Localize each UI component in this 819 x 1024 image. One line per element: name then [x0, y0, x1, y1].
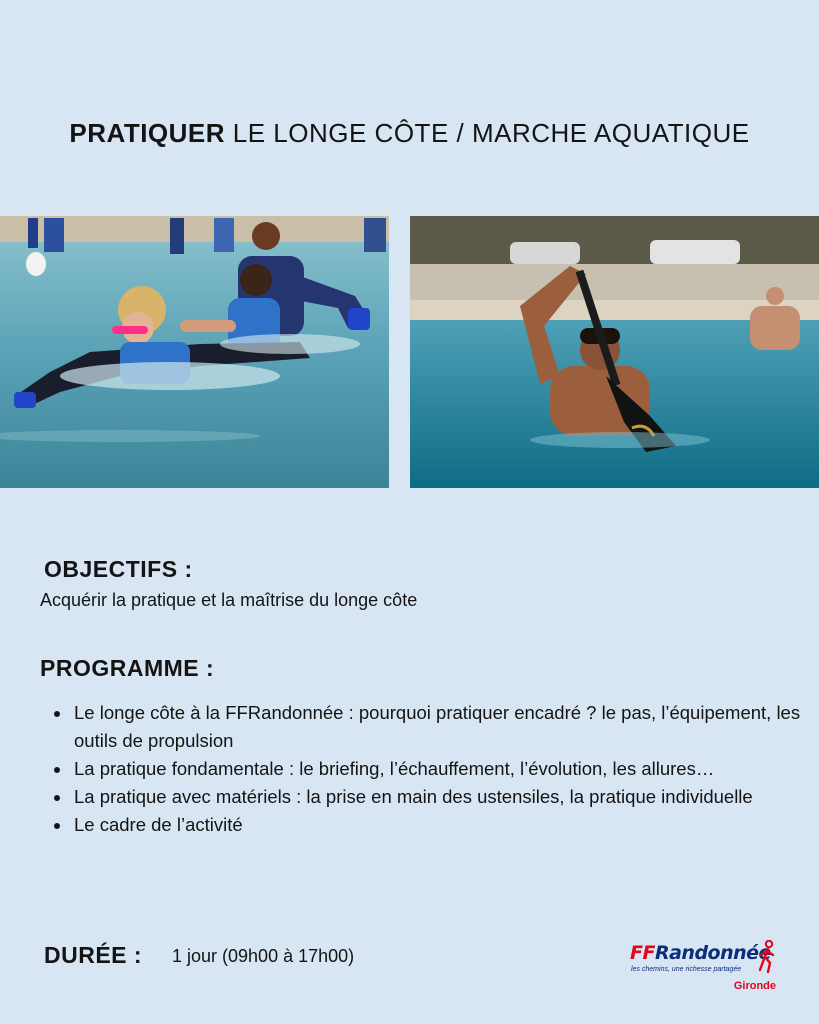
- title-rest: LE LONGE CÔTE / MARCHE AQUATIQUE: [225, 118, 750, 148]
- page-title: [0, 118, 819, 149]
- programme-item: • Le cadre de l’activité: [72, 811, 819, 839]
- photo-paddle-man: [410, 216, 819, 488]
- programme-item: • Le longe côte à la FFRandonnée : pourquoi pratiquer encadré ? le pas, l’équipement, les outils de propulsion: [72, 699, 819, 755]
- title-bold: PRATIQUER: [69, 118, 226, 148]
- duration-heading: DURÉE :: [44, 942, 143, 968]
- ffrandonnee-logo: [628, 940, 778, 994]
- objectives-text: Acquérir la pratique et la maîtrise du longe côte: [40, 590, 418, 610]
- logo-ff: FF: [630, 942, 655, 964]
- hiker-icon: [756, 940, 778, 974]
- logo-tagline: les chemins, une richesse partagée: [631, 966, 742, 973]
- photo-longe-cote-walkers: [0, 216, 389, 488]
- duration-value: 1 jour (09h00 à 17h00): [172, 946, 355, 966]
- logo-department: Gironde: [733, 980, 776, 992]
- programme-item: • La pratique avec matériels : la prise en main des ustensiles, la pratique individuelle: [72, 783, 819, 811]
- logo-randonnee: Randonnée: [654, 942, 771, 964]
- programme-item: • La pratique fondamentale : le briefing, l’échauffement, l’évolution, les allures…: [72, 755, 819, 783]
- logo-wordmark: [630, 942, 771, 964]
- programme-list: [40, 699, 819, 839]
- programme-heading: PROGRAMME :: [40, 655, 215, 681]
- objectives-heading: OBJECTIFS :: [44, 556, 193, 582]
